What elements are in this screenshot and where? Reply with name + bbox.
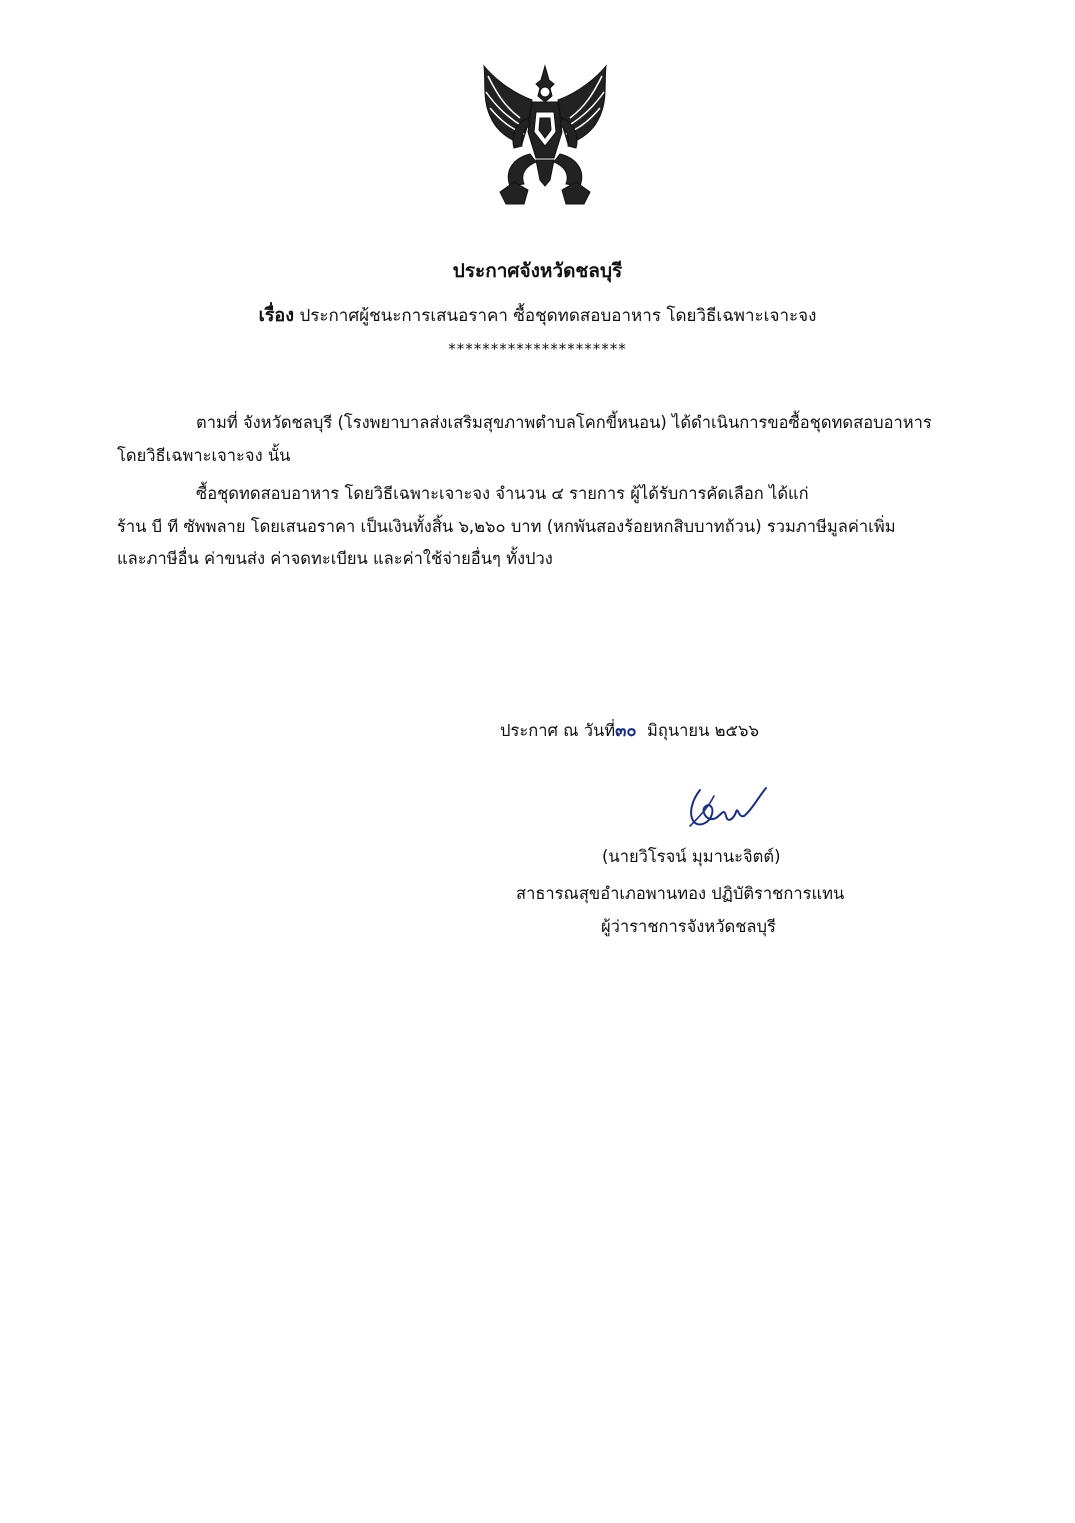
garuda-emblem — [470, 62, 620, 212]
signatory-position-1: สาธารณสุขอำเภอพานทอง ปฏิบัติราชการแทน — [516, 884, 845, 903]
body-line-3: ซื้อชุดทดสอบอาหาร โดยวิธีเฉพาะเจาะจง จำนวน ๔ รายการ ผู้ได้รับการคัดเลือก ได้แก่ — [196, 484, 809, 503]
signatory-name: (นายวิโรจน์ มุมานะจิตต์) — [602, 847, 781, 866]
body-line-1: ตามที่ จังหวัดชลบุรี (โรงพยาบาลส่งเสริมสุขภาพตำบลโคกขี้หนอน) ได้ดำเนินการขอซื้อชุดทดสอบอาหาร — [196, 413, 932, 432]
signature — [678, 778, 778, 838]
date-prefix: ประกาศ ณ วันที่ — [500, 721, 616, 740]
separator: ********************* — [448, 340, 627, 358]
body-line-2: โดยวิธีเฉพาะเจาะจง นั้น — [117, 446, 291, 465]
subject-label: เรื่อง — [258, 305, 295, 326]
body-line-4: ร้าน บี ที ซัพพลาย โดยเสนอราคา เป็นเงินทั้งสิ้น ๖,๒๖๐ บาท (หกพันสองร้อยหกสิบบาทถ้วน) รวมภาษีมูลค่าเพิ่ม — [117, 517, 896, 536]
body-line-5: และภาษีอื่น ค่าขนส่ง ค่าจดทะเบียน และค่าใช้จ่ายอื่นๆ ทั้งปวง — [117, 549, 553, 568]
date-month-year: มิถุนายน ๒๕๖๖ — [647, 721, 759, 740]
subject-text: ประกาศผู้ชนะการเสนอราคา ซื้อชุดทดสอบอาหาร โดยวิธีเฉพาะเจาะจง — [299, 306, 817, 326]
date-day: ๓๐ — [615, 721, 637, 740]
announcement-date — [500, 718, 759, 744]
document-title: ประกาศจังหวัดชลบุรี — [452, 260, 623, 282]
subject-line — [0, 300, 1075, 329]
signatory-position-2: ผู้ว่าราชการจังหวัดชลบุรี — [601, 917, 776, 936]
